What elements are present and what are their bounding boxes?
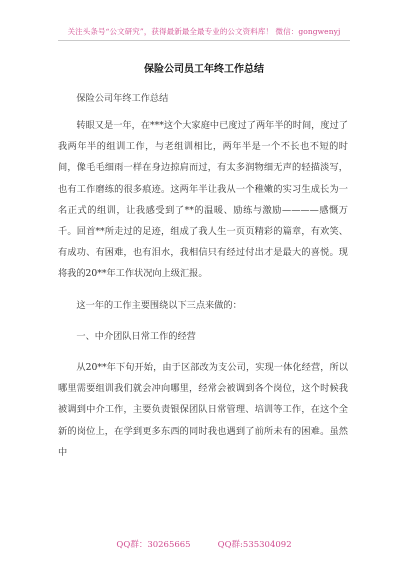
document-title: 保险公司员工年终工作总结: [144, 64, 264, 75]
header-divider: [58, 40, 350, 41]
paragraph-overview: 这一年的工作主要围绕以下三点来做的：: [76, 299, 242, 311]
footer-qq-group-2: QQ群:535304092: [217, 540, 292, 550]
paragraph-intro: 转眼又是一年，在***这个大家庭中已度过了两年半的时间，度过了我两年半的组训工作，与老组训相比，两年半是一个不长也不短的时间，像毛毛细雨一样在身边掠肩而过，有太多润物细无声的轻描淡写，也有工作磨练的很多痕迹。这两年半让我从一个稚嫩的实习生成长为一名正式的组训，让我感受到了**的温暖、励练与激励————感慨万千。回首**所走过的足迹，组成了我人生一页页精彩的篇章，有欢笑、有成功、有困难，也有泪水，我相信只有经过付出才是最大的喜悦。现将我的20**年工作状况向上级汇报。: [58, 120, 348, 280]
paragraph-section-1: 从20**年下旬开始，由于区部改为支公司，实现一体化经营，所以哪里需要组训我们就会冲向哪里，经常会被调到各个岗位，这个时候我被调到中介工作，主要负责银保团队日常管理、培训等工作，在这个全新的岗位上，在学到更多东西的同时我也遇到了前所未有的困难。虽然中: [58, 362, 348, 458]
header-banner: 关注头条号“公文研究”，获得最新最全最专业的公文资料库！ 微信：gongwenyj: [67, 27, 341, 36]
footer-qq-group-1: QQ群：30265665: [116, 540, 191, 550]
section-heading-1: 一、中介团队日常工作的经营: [76, 330, 196, 342]
document-body: [58, 88, 348, 463]
footer-contact: [0, 538, 408, 550]
document-subtitle: 保险公司年终工作总结: [76, 93, 169, 104]
